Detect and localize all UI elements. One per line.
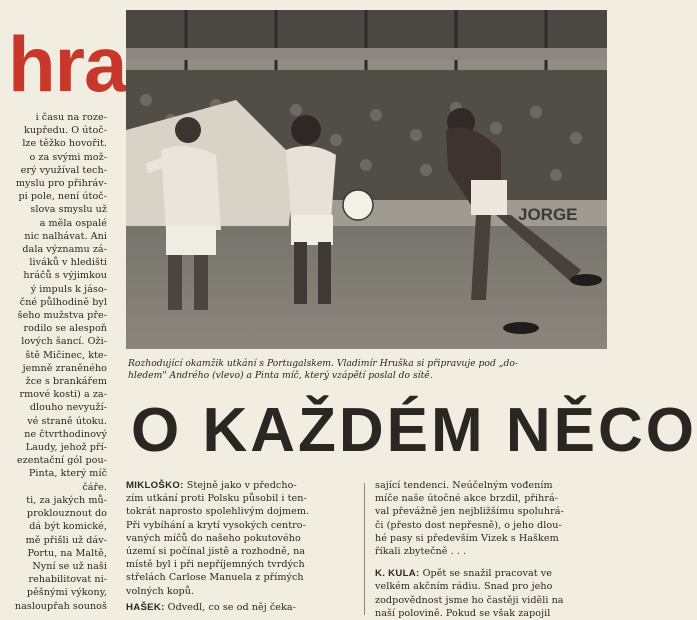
text-line: myslu pro přihráv-: [15, 178, 107, 190]
text-line: erý využíval tech-: [20, 164, 107, 176]
text-line: zodpovědnost jsme ho častěji viděli na: [375, 594, 564, 606]
text-line: místě byl i při nepříjemných tvrdých: [126, 559, 305, 571]
text-line: kupředu. O útoč-: [24, 125, 107, 137]
football-match-image: [126, 10, 607, 349]
text-line: dlouho nevyuží-: [29, 402, 107, 414]
match-photo: [126, 10, 607, 349]
text-line: Nyní se už naši: [32, 560, 107, 572]
player-name-hasek: HAŠEK:: [126, 601, 165, 613]
text-line: o za svými mož-: [29, 151, 107, 163]
text-line: i času na roze-: [35, 112, 107, 123]
left-column-text: [2, 111, 107, 613]
text-line: míče naše útočné akce brzdil, přihrá-: [375, 493, 559, 505]
text-line: čáře.: [82, 481, 107, 493]
text-line: liváků v hledišti: [29, 257, 107, 269]
article-title-fragment: hra: [8, 20, 127, 108]
text-line: dala významu zá-: [22, 244, 107, 256]
text-line: Portu, na Maltě,: [27, 547, 107, 559]
text-line: území si počínal jistě a rozhodně, na: [126, 546, 306, 558]
text-line: či (přesto dost nepřesně), o jeho dlou-: [375, 519, 562, 531]
text-line: Při vybíhání a krytí vysokých centro-: [126, 519, 306, 531]
text-line: proklouznout do: [26, 508, 107, 520]
paragraph-text: Odvedl, co se od něj čeka-: [164, 601, 296, 613]
text-line: ne čtvrthodinový: [24, 428, 107, 440]
ad-board-text: JORGE: [518, 205, 578, 224]
text-line: volných kopů.: [126, 585, 195, 597]
right-column-text: [375, 479, 615, 620]
paragraph-first-line: [126, 479, 360, 492]
paragraph-text: Stejně jako v předcho-: [183, 480, 297, 491]
text-line: ště Mičinec, kte-: [25, 349, 107, 361]
text-line: ti, za jakých mů-: [26, 494, 107, 506]
player-name-kula: K. KULA:: [375, 568, 420, 580]
player-name-miklosko: MIKLOŠKO:: [126, 480, 184, 491]
column-divider: [364, 483, 365, 615]
text-line: rehabilitovat ni-: [28, 574, 107, 586]
text-line: jemně zraněného: [22, 362, 107, 374]
text-line: slova smyslu už: [30, 204, 107, 216]
text-line: ý impuls k jáso-: [30, 283, 107, 295]
text-line: val převážně jen nejbližšímu spoluhrá-: [375, 506, 564, 518]
text-line: hráčů s výjimkou: [23, 270, 107, 282]
paragraph-first-line: [375, 567, 615, 580]
photo-caption: [128, 358, 618, 382]
text-line: tokrát naprosto spolehlivým dojmem.: [126, 506, 310, 518]
text-line: lových šancí. Oži-: [21, 336, 107, 348]
text-line: nic nalhávat. Ani: [24, 230, 107, 242]
text-line: dá být komické,: [29, 521, 107, 533]
text-line: vé straně útoku.: [27, 415, 107, 427]
text-line: pi pole, není útoč-: [18, 191, 107, 203]
headline: O KAŽDÉM NĚCO: [131, 396, 697, 465]
paragraph-first-line: [126, 601, 360, 614]
text-line: naší polovině. Pokud se však zapojil: [375, 607, 551, 619]
text-line: pěšnými výkony,: [26, 587, 107, 599]
text-line: Pinta, který míč: [28, 468, 107, 480]
text-line: vaných míčů do našeho pokutového: [126, 532, 301, 544]
paragraph-text: Opět se snažil pracovat ve: [419, 568, 552, 580]
text-line: Laudy, jehož pří-: [25, 442, 107, 454]
text-line: rodilo se alespoň: [23, 323, 107, 335]
text-line: říkali zbytečně . . .: [375, 546, 467, 558]
football: [343, 190, 373, 220]
middle-column-text: [126, 479, 360, 614]
text-line: ezentační gól pou-: [16, 455, 107, 467]
text-line: šeho mužstva pře-: [17, 310, 107, 322]
text-line: lze těžko hovořit.: [22, 138, 107, 150]
text-line: hé pasy si především Vizek s Haškem: [375, 532, 559, 544]
caption-line: Rozhodující okamžik utkání s Portugalskem. Vladimír Hruška si připravuje pod „do-: [128, 358, 519, 369]
text-line: rmové kosti) a za-: [19, 389, 107, 401]
text-line: sající tendenci. Neúčelným vođením: [375, 480, 553, 491]
text-line: čné půlhodině byl: [19, 296, 107, 308]
text-line: zím utkání proti Polsku působil i ten-: [126, 493, 307, 505]
text-line: nasloupřah sounoš: [14, 600, 107, 612]
text-line: střelách Carlose Manuela z přímých: [126, 572, 304, 584]
text-line: a měla ospalé: [39, 217, 107, 229]
text-line: velkém akčním rádiu. Snad pro jeho: [375, 581, 553, 593]
text-line: žce s brankářem: [25, 376, 107, 388]
text-line: mě přišli už dáv-: [25, 534, 107, 546]
caption-line: hledem" Andrého (vlevo) a Pinta míč, který vzápětí poslal do sítě.: [128, 370, 433, 382]
